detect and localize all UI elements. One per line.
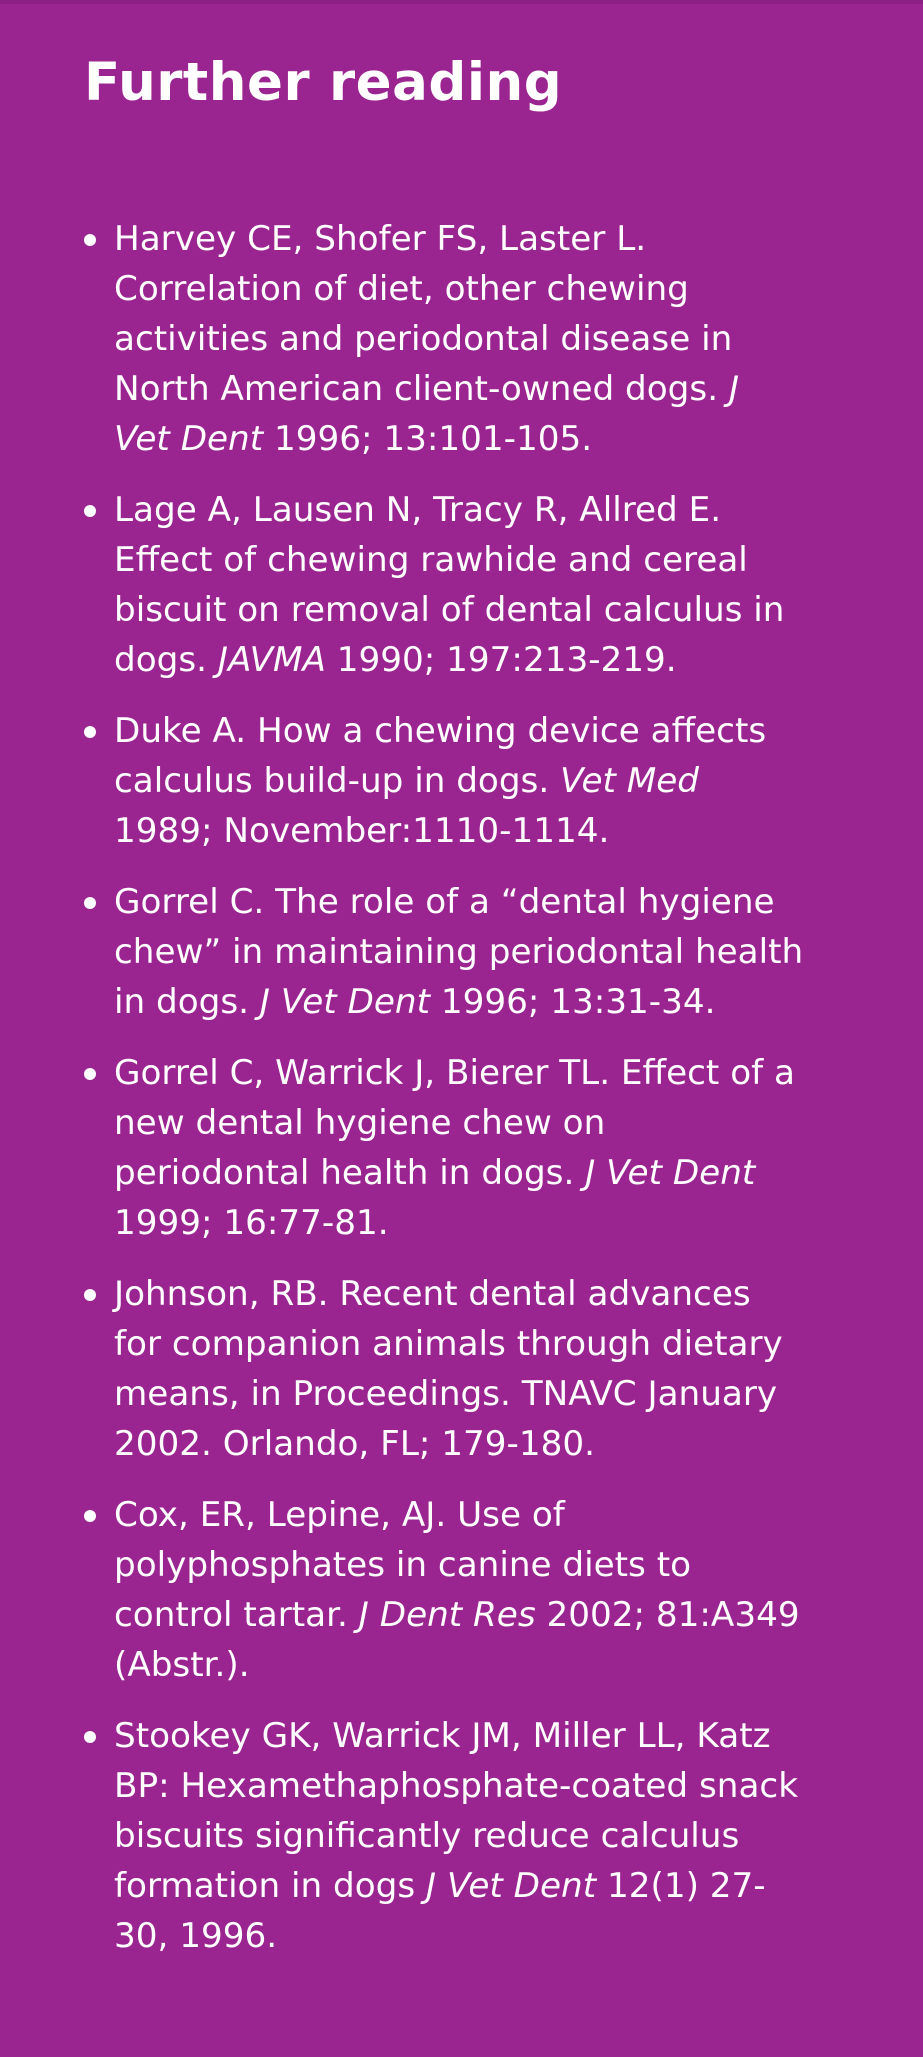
journal-name: J Vet Dent <box>426 1866 597 1906</box>
reference-item-3 <box>84 706 804 856</box>
journal-name: Vet Med <box>560 761 700 801</box>
reference-text: Duke A. How a chewing device affects calculus build-up in dogs. <box>114 711 767 801</box>
journal-name: JAVMA <box>217 640 326 680</box>
bullet-icon <box>84 1510 96 1522</box>
page-top-edge <box>0 0 923 4</box>
bullet-icon <box>84 726 96 738</box>
reference-item-6 <box>84 1269 804 1469</box>
bullet-icon <box>84 1289 96 1301</box>
reference-citation: 2002; 81:A349 (Abstr.). <box>114 1595 800 1685</box>
bullet-icon <box>84 1731 96 1743</box>
reference-citation: 1989; November:1110-1114. <box>114 811 610 851</box>
reference-text: Stookey GK, Warrick JM, Miller LL, Katz BP: Hexamethaphosphate-coated snack biscuits significantly reduce calculus formation in dogs <box>114 1716 799 1906</box>
section-title: Further reading <box>84 52 563 113</box>
bullet-icon <box>84 234 96 246</box>
journal-name: J Dent Res <box>358 1595 536 1635</box>
reference-citation: 1996; 13:31-34. <box>429 982 716 1022</box>
reference-text: Johnson, RB. Recent dental advances for companion animals through dietary means, in Proceedings. TNAVC January 2002. Orlando, FL; 179-180. <box>114 1274 783 1464</box>
reference-list <box>84 214 804 1961</box>
reference-item-8 <box>84 1711 804 1961</box>
reference-text: Harvey CE, Shofer FS, Laster L. Correlation of diet, other chewing activities and periodontal disease in North American client-owned dogs. <box>114 219 733 409</box>
journal-name: J Vet Dent <box>585 1153 756 1193</box>
journal-name: J Vet Dent <box>114 369 740 459</box>
reference-item-4 <box>84 877 804 1027</box>
bullet-icon <box>84 897 96 909</box>
further-reading-section <box>84 50 804 1961</box>
reference-citation: 1996; 13:101-105. <box>263 419 593 459</box>
reference-text: Cox, ER, Lepine, AJ. Use of polyphosphates in canine diets to control tartar. <box>114 1495 692 1635</box>
reference-citation: 12(1) 27-30, 1996. <box>114 1866 766 1956</box>
reference-text: Lage A, Lausen N, Tracy R, Allred E. Effect of chewing rawhide and cereal biscuit on removal of dental calculus in dogs. <box>114 490 785 680</box>
reference-citation: 1990; 197:213-219. <box>325 640 677 680</box>
reference-item-5 <box>84 1048 804 1248</box>
reference-text: Gorrel C, Warrick J, Bierer TL. Effect of a new dental hygiene chew on periodontal health in dogs. <box>114 1053 795 1193</box>
reference-item-2 <box>84 485 804 685</box>
reference-text: Gorrel C. The role of a “dental hygiene chew” in maintaining periodontal health in dogs. <box>114 882 804 1022</box>
reference-item-7 <box>84 1490 804 1690</box>
reference-item-1 <box>84 214 804 464</box>
reference-citation: 1999; 16:77-81. <box>114 1203 389 1243</box>
journal-name: J Vet Dent <box>259 982 430 1022</box>
bullet-icon <box>84 505 96 517</box>
bullet-icon <box>84 1068 96 1080</box>
